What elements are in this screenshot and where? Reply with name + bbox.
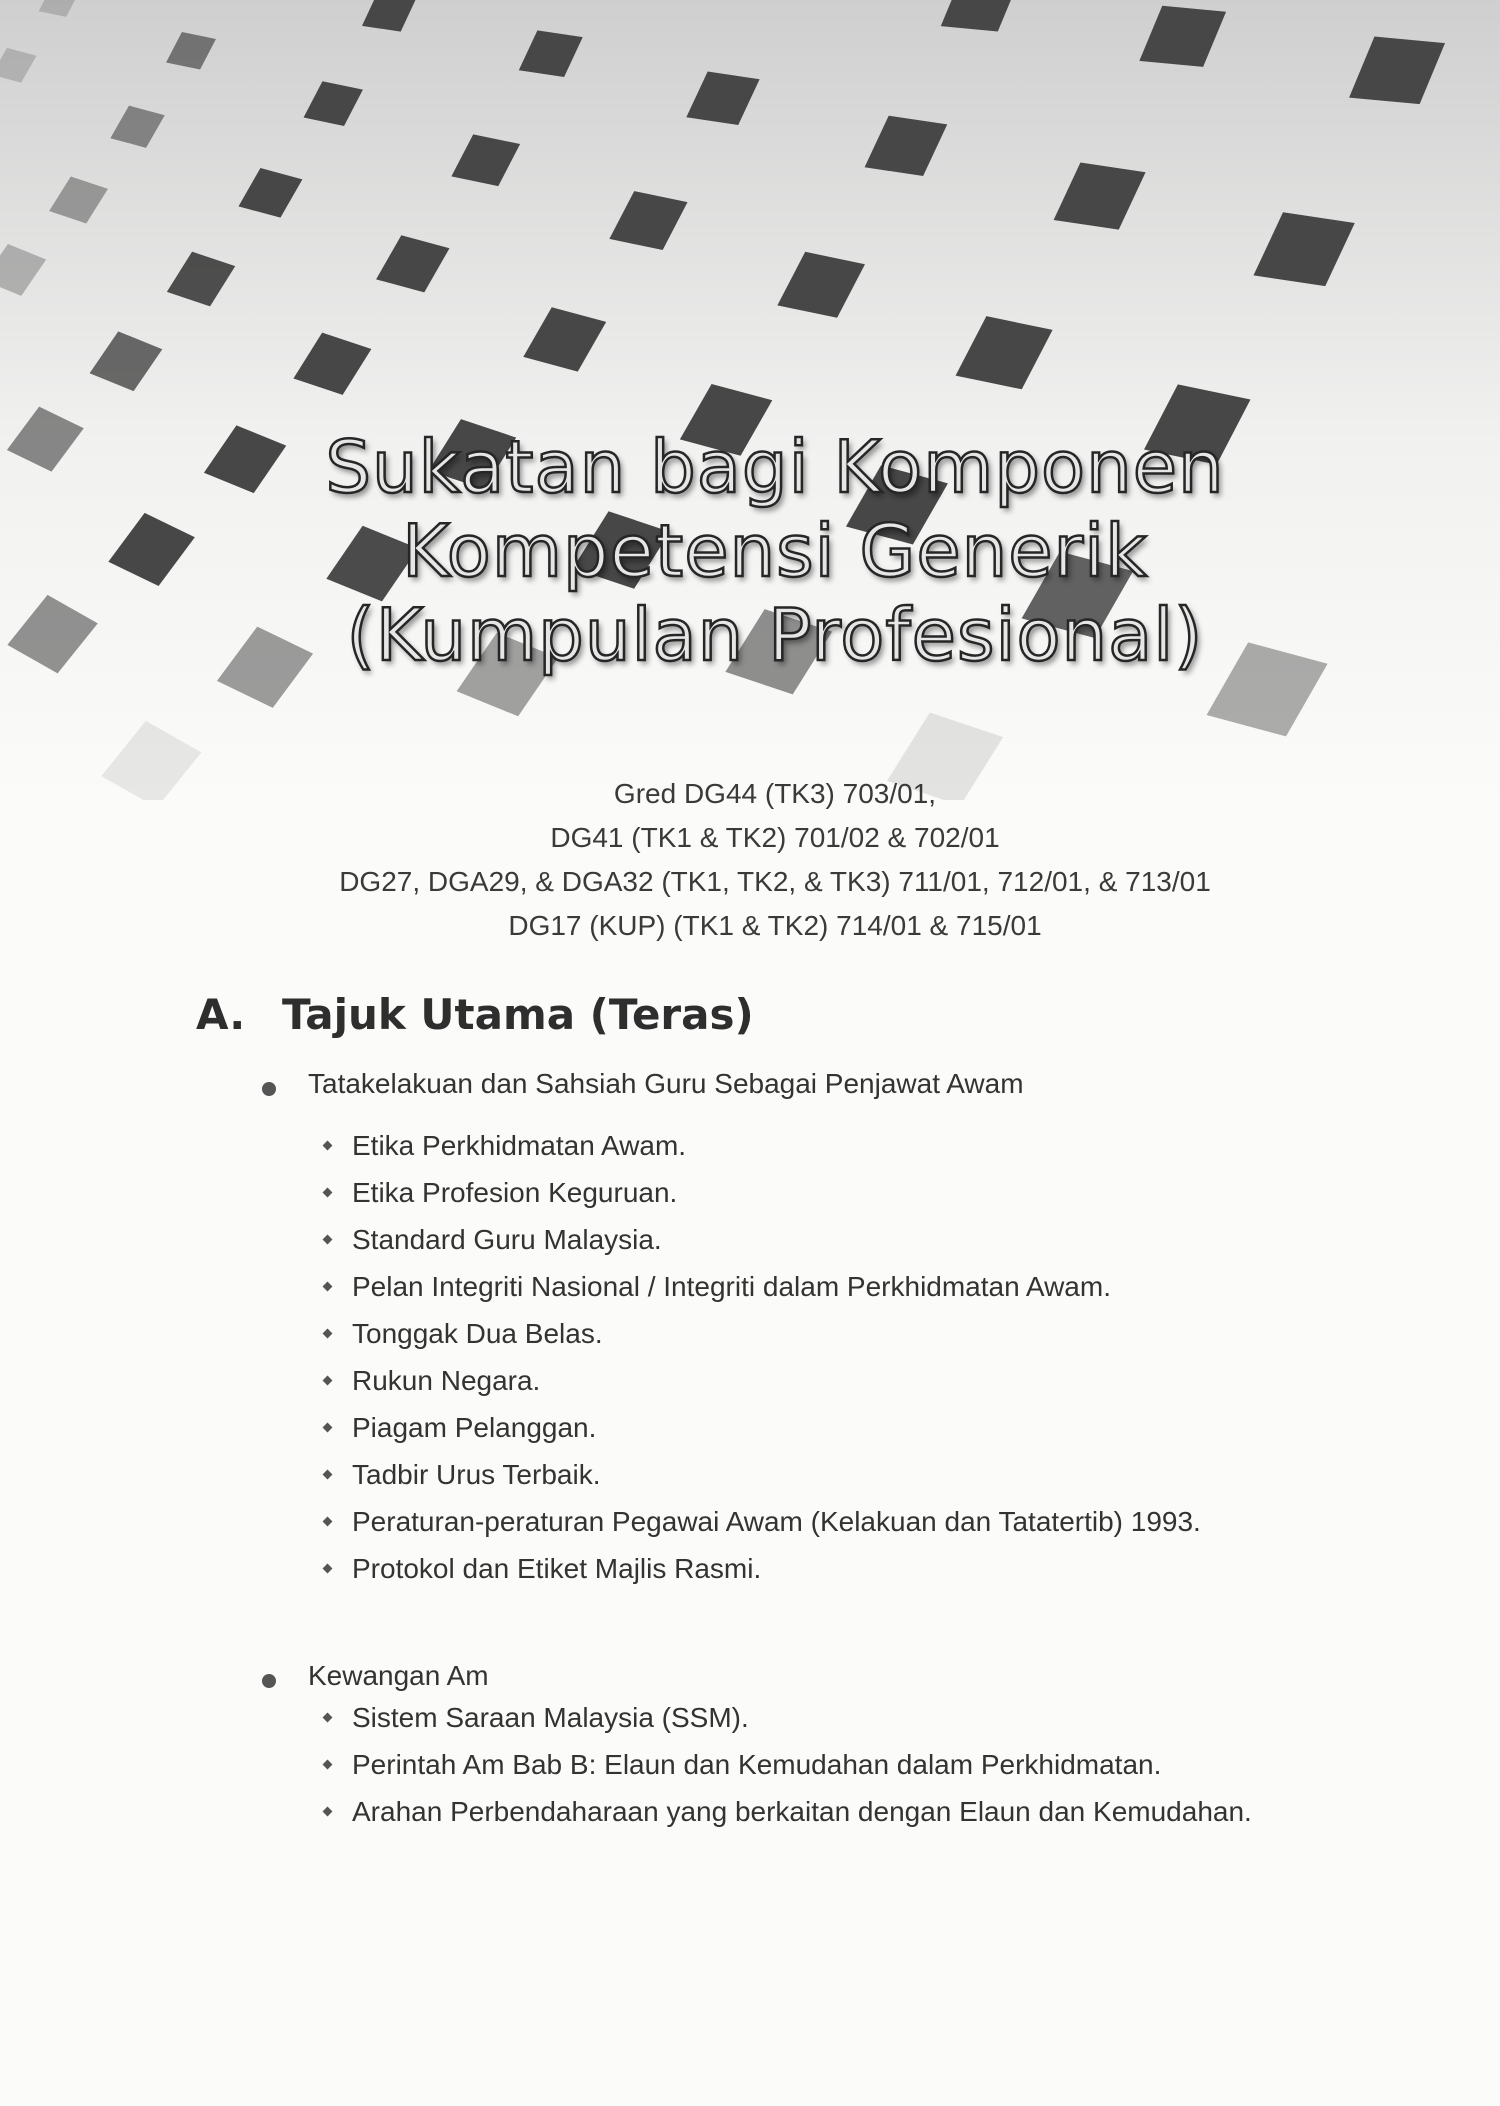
list-item: Arahan Perbendaharaan yang berkaitan dengan Elaun dan Kemudahan.	[322, 1788, 1252, 1835]
list-item: Etika Profesion Keguruan.	[322, 1169, 1201, 1216]
grade-line: DG27, DGA29, & DGA32 (TK1, TK2, & TK3) 711/01, 712/01, & 713/01	[339, 866, 1211, 897]
list-item: Piagam Pelanggan.	[322, 1404, 1201, 1451]
section-title: Tajuk Utama (Teras)	[282, 990, 754, 1039]
diamond-bullet-icon	[323, 1470, 333, 1480]
title-line-1: Sukatan bagi Komponen	[325, 425, 1225, 509]
topic-heading: Kewangan Am	[262, 1660, 1252, 1692]
diamond-bullet-icon	[323, 1760, 333, 1770]
diamond-bullet-icon	[323, 1713, 333, 1723]
list-item: Rukun Negara.	[322, 1357, 1201, 1404]
grade-line: DG41 (TK1 & TK2) 701/02 & 702/01	[550, 822, 1000, 853]
diamond-bullet-icon	[323, 1188, 333, 1198]
list-item: Standard Guru Malaysia.	[322, 1216, 1201, 1263]
topic-finance	[262, 1660, 1252, 1835]
topic-heading: Tatakelakuan dan Sahsiah Guru Sebagai Penjawat Awam	[262, 1068, 1201, 1100]
topic-conduct	[262, 1068, 1201, 1592]
page-title	[250, 425, 1300, 677]
diamond-bullet-icon	[323, 1141, 333, 1151]
section-heading	[196, 990, 754, 1039]
diamond-bullet-icon	[323, 1376, 333, 1386]
diamond-bullet-icon	[323, 1423, 333, 1433]
square-grid-background	[0, 0, 1500, 800]
sub-list	[262, 1122, 1201, 1592]
grade-line: Gred DG44 (TK3) 703/01,	[613, 778, 937, 809]
bullet-dot-icon	[262, 1674, 276, 1688]
diamond-bullet-icon	[323, 1517, 333, 1527]
list-item: Etika Perkhidmatan Awam.	[322, 1122, 1201, 1169]
grade-list	[250, 772, 1300, 948]
grade-line: DG17 (KUP) (TK1 & TK2) 714/01 & 715/01	[508, 910, 1042, 941]
list-item: Protokol dan Etiket Majlis Rasmi.	[322, 1545, 1201, 1592]
diamond-bullet-icon	[323, 1235, 333, 1245]
sub-list	[262, 1694, 1252, 1835]
list-item: Perintah Am Bab B: Elaun dan Kemudahan dalam Perkhidmatan.	[322, 1741, 1252, 1788]
diamond-bullet-icon	[323, 1807, 333, 1817]
diamond-bullet-icon	[323, 1282, 333, 1292]
list-item: Tonggak Dua Belas.	[322, 1310, 1201, 1357]
section-letter: A.	[196, 990, 246, 1039]
title-line-2: Kompetensi Generik	[402, 509, 1148, 593]
diamond-bullet-icon	[323, 1329, 333, 1339]
list-item: Peraturan-peraturan Pegawai Awam (Kelakuan dan Tatatertib) 1993.	[322, 1498, 1201, 1545]
bullet-dot-icon	[262, 1082, 276, 1096]
list-item: Pelan Integriti Nasional / Integriti dalam Perkhidmatan Awam.	[322, 1263, 1201, 1310]
list-item: Tadbir Urus Terbaik.	[322, 1451, 1201, 1498]
list-item: Sistem Saraan Malaysia (SSM).	[322, 1694, 1252, 1741]
title-line-3: (Kumpulan Profesional)	[346, 593, 1204, 677]
diamond-bullet-icon	[323, 1564, 333, 1574]
